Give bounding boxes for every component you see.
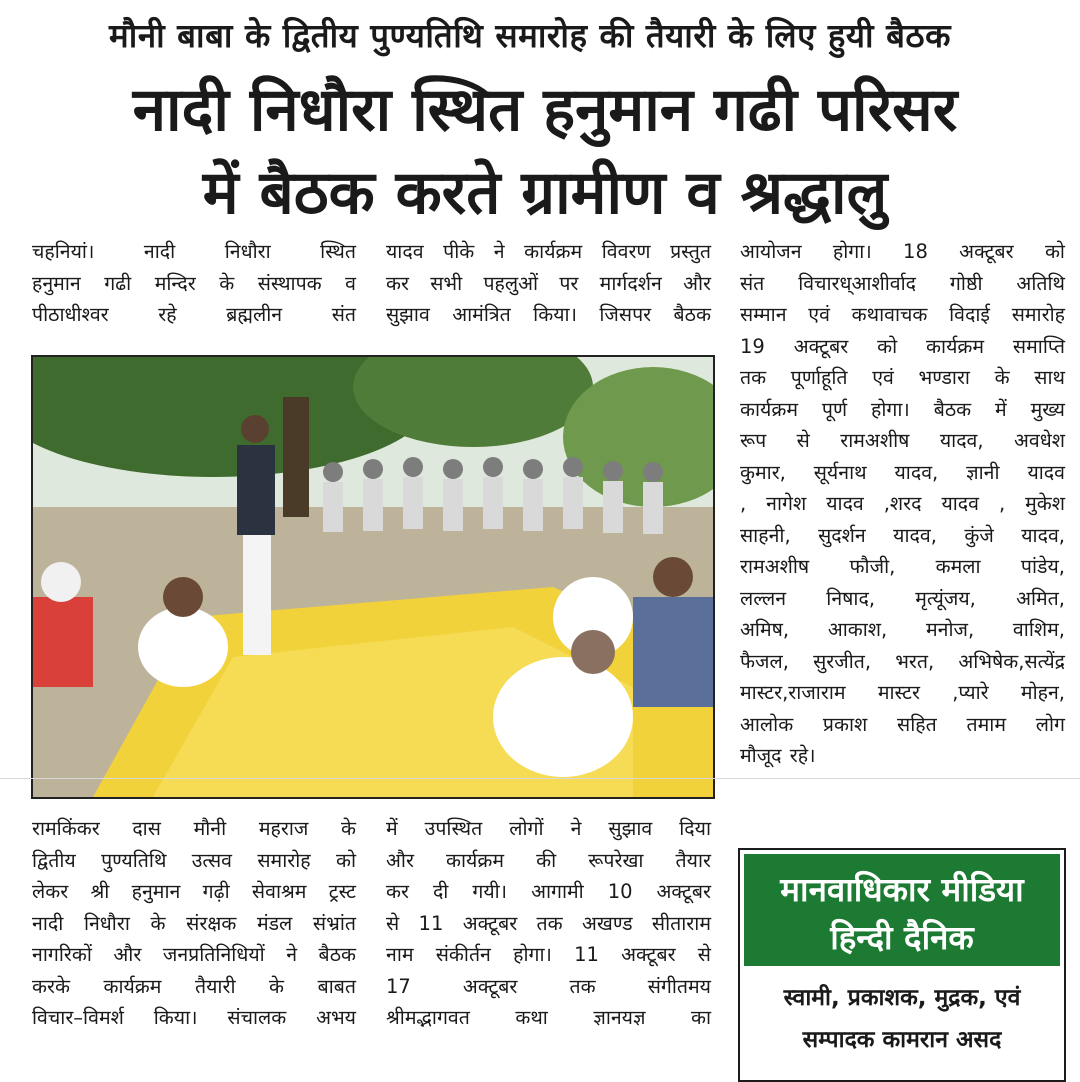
- text-line: कुमार, सूर्यनाथ यादव, ज्ञानी यादव: [740, 460, 1065, 484]
- text-line: लेकर श्री हनुमान गढ़ी सेवाश्रम ट्रस्ट: [32, 880, 356, 903]
- text-line: आलोक प्रकाश सहित तमाम लोग: [740, 712, 1065, 736]
- article-column-2-bottom: [386, 813, 711, 1034]
- text-line: हनुमान गढी मन्दिर के संस्थापक व: [32, 271, 356, 295]
- text-line: नादी निधौरा के संरक्षक मंडल संभ्रांत: [32, 911, 356, 935]
- article-column-3: [740, 236, 1065, 772]
- masthead-subtitle: हिन्दी दैनिक: [830, 918, 974, 957]
- text-line: कार्यक्रम पूर्ण होगा। बैठक में मुख्य: [740, 397, 1065, 421]
- text-line: 19 अक्टूबर को कार्यक्रम समाप्ति: [740, 334, 1065, 358]
- text-line: अमिष, आकाश, मनोज, वाशिम,: [740, 618, 1065, 641]
- text-line: कर सभी पहलुओं पर मार्गदर्शन और: [386, 271, 711, 295]
- meeting-photo: [31, 355, 715, 799]
- text-line: करके कार्यक्रम तैयारी के बाबत: [32, 974, 356, 998]
- article-column-1-top: [32, 236, 356, 331]
- text-line: मास्टर,राजाराम मास्टर ,प्यारे मोहन,: [740, 681, 1065, 704]
- text-line: चहनियां। नादी निधौरा स्थित: [32, 240, 356, 263]
- kicker-headline: मौनी बाबा के द्वितीय पुण्यतिथि समारोह की तैयारी के लिए हुयी बैठक: [109, 16, 951, 55]
- headline-line-1: नादी निधौरा स्थित हनुमान गढी परिसर: [132, 75, 958, 145]
- masthead-credit-line: स्वामी, प्रकाशक, मुद्रक, एवं: [783, 985, 1021, 1011]
- text-line: सम्मान एवं कथावाचक विदाई समारोह: [740, 303, 1065, 326]
- text-line: संत विचारध्आशीर्वाद गोष्ठी अतिथि: [740, 271, 1065, 295]
- page-fold-line: [0, 778, 1080, 779]
- text-line: श्रीमद्भागवत कथा ज्ञानयज्ञ का: [386, 1006, 711, 1029]
- article-column-1-bottom: [32, 813, 356, 1034]
- text-line: में उपस्थित लोगों ने सुझाव दिया: [386, 817, 711, 840]
- masthead-title: मानवाधिकार मीडिया: [780, 870, 1024, 909]
- text-line: लल्लन निषाद, मृत्यूंजय, अमित,: [740, 586, 1065, 610]
- text-line: रामअशीष फौजी, कमला पांडेय,: [740, 555, 1065, 578]
- text-line: तक पूर्णाहूति एवं भण्डारा के साथ: [740, 366, 1065, 389]
- text-line: रूप से रामअशीष यादव, अवधेश: [740, 429, 1065, 452]
- article-column-2-top: [386, 236, 711, 331]
- text-line: सुझाव आमंत्रित किया। जिसपर बैठक: [386, 303, 711, 326]
- text-line: विचार–विमर्श किया। संचालक अभय: [32, 1006, 356, 1029]
- text-line: कर दी गयी। आगामी 10 अक्टूबर: [386, 880, 711, 903]
- meeting-photo-illustration: [33, 357, 713, 797]
- text-line: आयोजन होगा। 18 अक्टूबर को: [740, 240, 1065, 263]
- text-line: रामकिंकर दास मौनी महराज के: [32, 817, 356, 840]
- text-line: और कार्यक्रम की रूपरेखा तैयार: [386, 848, 711, 872]
- text-line: साहनी, सुदर्शन यादव, कुंजे यादव,: [740, 523, 1065, 547]
- text-line: नाम संकीर्तन होगा। 11 अक्टूबर से: [386, 943, 711, 966]
- text-line: से 11 अक्टूबर तक अखण्ड सीताराम: [386, 911, 711, 935]
- headline-line-2: में बैठक करते ग्रामीण व श्रद्धालु: [202, 158, 888, 228]
- text-line: फैजल, सुरजीत, भरत, अभिषेक,सत्येंद्र: [740, 649, 1065, 673]
- text-line: मौजूद रहे।: [740, 744, 816, 767]
- masthead-band: [744, 854, 1060, 966]
- text-line: , नागेश यादव ,शरद यादव , मुकेश: [740, 492, 1065, 515]
- text-line: नागरिकों और जनप्रतिनिधियों ने बैठक: [32, 943, 356, 966]
- text-line: 17 अक्टूबर तक संगीतमय: [386, 974, 711, 998]
- text-line: पीठाधीश्वर रहे ब्रह्मलीन संत: [32, 303, 356, 326]
- newspaper-masthead: [738, 848, 1066, 1082]
- masthead-editor-line: सम्पादक कामरान असद: [802, 1027, 1002, 1053]
- text-line: यादव पीके ने कार्यक्रम विवरण प्रस्तुत: [386, 240, 711, 263]
- text-line: द्वितीय पुण्यतिथि उत्सव समारोह को: [32, 848, 356, 872]
